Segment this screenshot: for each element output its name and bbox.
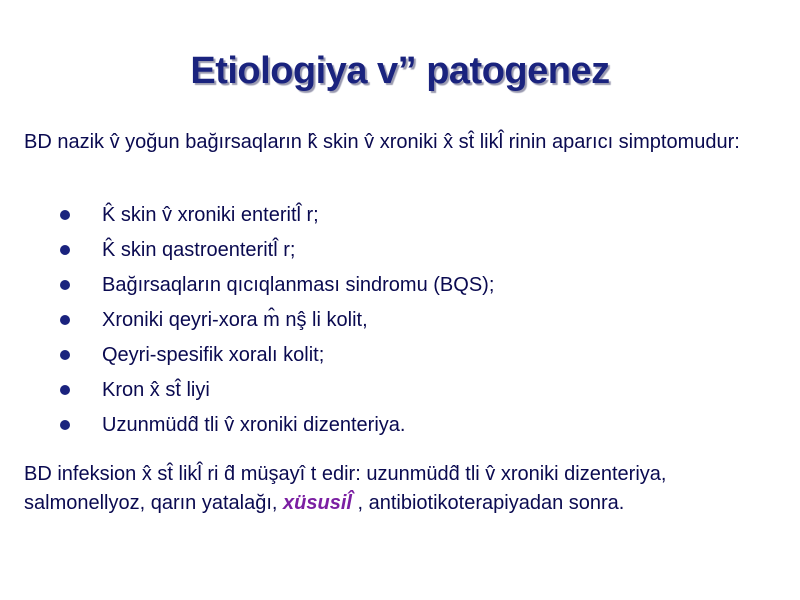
outro-text-end: , antibiotikoterapiyadan sonra.: [351, 492, 625, 514]
bullet-list: [60, 198, 760, 443]
outro-paragraph: [24, 460, 774, 518]
bullet-icon: [60, 420, 70, 430]
list-item-text: Bağırsaqların qıcıqlanması sindromu (BQS);: [102, 274, 495, 296]
list-item: [60, 268, 760, 303]
slide-title: Etiologiya v” patogenez: [190, 50, 610, 92]
list-item: [60, 373, 760, 408]
list-item: [60, 408, 760, 443]
list-item-text: Xroniki qeyri-xora m̂ nş̂ li kolit,: [102, 309, 368, 331]
list-item-text: Uzunmüdd̂ tli v̂ xroniki dizenteriya.: [102, 414, 406, 436]
bullet-icon: [60, 385, 70, 395]
list-item-text: K̂ skin qastroenteritl̂ r;: [102, 239, 296, 261]
bullet-icon: [60, 315, 70, 325]
highlighted-word: xüsusil̂: [283, 492, 352, 514]
list-item: [60, 303, 760, 338]
bullet-icon: [60, 210, 70, 220]
outro-text-start: BD infeksion x̂ st̂ likl̂ ri d̂ müşayî t edir: uzunmüdd̂ tli v̂ xroniki dizenteriya, salmonellyoz, qarın yatalağı,: [24, 463, 667, 514]
bullet-icon: [60, 350, 70, 360]
bullet-icon: [60, 280, 70, 290]
list-item-text: Qeyri-spesifik xoralı kolit;: [102, 344, 325, 366]
list-item: [60, 338, 760, 373]
list-item-text: Kron x̂ st̂ liyi: [102, 379, 210, 401]
intro-paragraph: BD nazik v̂ yoğun bağırsaqların k̂ skin v̂ xroniki x̂ st̂ likl̂ rinin aparıcı simptomudur:: [24, 131, 740, 153]
bullet-icon: [60, 245, 70, 255]
list-item-text: K̂ skin v̂ xroniki enteritl̂ r;: [102, 204, 319, 226]
list-item: [60, 198, 760, 233]
list-item: [60, 233, 760, 268]
